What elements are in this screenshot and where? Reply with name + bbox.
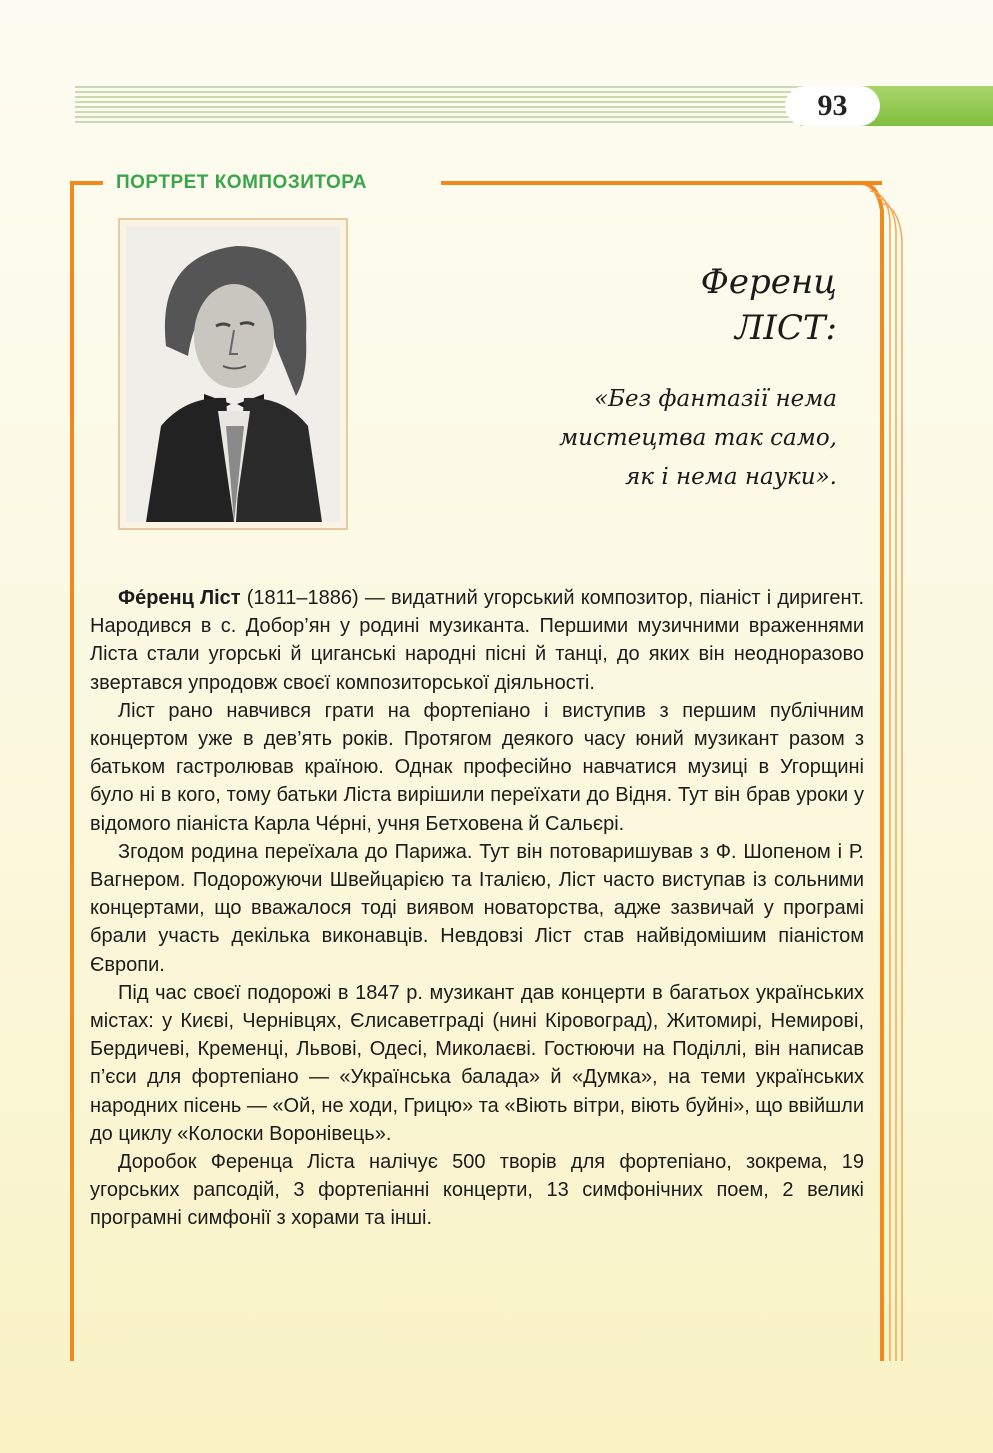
paragraph <box>90 584 864 697</box>
quote-line: як і нема науки». <box>625 464 837 490</box>
book-pages-decoration <box>860 181 920 1361</box>
composer-quote <box>559 380 837 497</box>
composer-name-bold: Фе́ренц Ліст <box>118 587 241 609</box>
section-title: ПОРТРЕТ КОМПОЗИТОРА <box>116 172 368 193</box>
paragraph: Під час своєї подорожі в 1847 р. музикант дав концерти в багатьох українських містах: у Києві, Чернівцях, Єлисаветграді (нині Кіровоград), Житомирі, Немирові, Бердичеві, Кременці, Львові, Одесі, Миколаєві. Гостюючи на Поділлі, він написав п’єси для фортепіано — «Українська балада» й «Думка», на теми українських народних пісень — «Ой, не ходи, Грицю» та «Віють вітри, віють буйні», що ввійшли до циклу «Колоски Воронівець». <box>90 981 864 1145</box>
composer-first-name: Ференц <box>700 262 837 302</box>
frame-top-right <box>441 181 882 185</box>
quote-line: мистецтва так само, <box>559 425 837 451</box>
frame-top-left <box>70 181 103 185</box>
quote-line: «Без фантазії нема <box>594 386 837 412</box>
paragraph: Доробок Ференца Ліста налічує 500 творів для фортепіано, зокрема, 19 угорських рапсодій, 3 фортепіанні концерти, 13 симфонічних поем, 2 великі програмні симфонії з хорами та інші. <box>90 1151 864 1230</box>
paragraph: Ліст рано навчився грати на фортепіано і виступив з першим публічним концертом уже в дев’ять років. Протягом деякого часу юний музикант разом з батьком гастролював країною. Однак професійно навчатися музиці в Угорщині було ні в кого, тому батьки Ліста вирішили переїхати до Відня. Тут він брав уроки у відомого піаніста Карла Че́рні, учня Бетховена й Сальєрі. <box>90 699 864 835</box>
paragraph-text: (1811–1886) — видатний угорський композитор, піаніст і диригент. Народився в с. Добор’ян у родині музиканта. Першими музичними враженнями Ліста стали угорські й циганські народні пісні й танці, до яких він неодноразово звертався упродовж своєї композиторської діяльності. <box>90 587 864 694</box>
portrait-drawing <box>126 226 340 522</box>
page-number: 93 <box>817 89 848 122</box>
frame-left <box>70 181 74 1361</box>
paragraph: Згодом родина переїхала до Парижа. Тут він потоваришував з Ф. Шопеном і Р. Вагнером. Подорожуючи Швейцарією та Італією, Ліст часто виступав із сольними концертами, що вважалося тоді виявом новаторства, адже зазвичай у програмі брали участь декілька виконавців. Невдовзі Ліст став найвідомішим піаністом Європи. <box>90 840 864 976</box>
biography-text <box>90 584 864 1233</box>
composer-portrait-image <box>126 226 340 522</box>
composer-last-name: ЛІСТ: <box>735 308 837 348</box>
